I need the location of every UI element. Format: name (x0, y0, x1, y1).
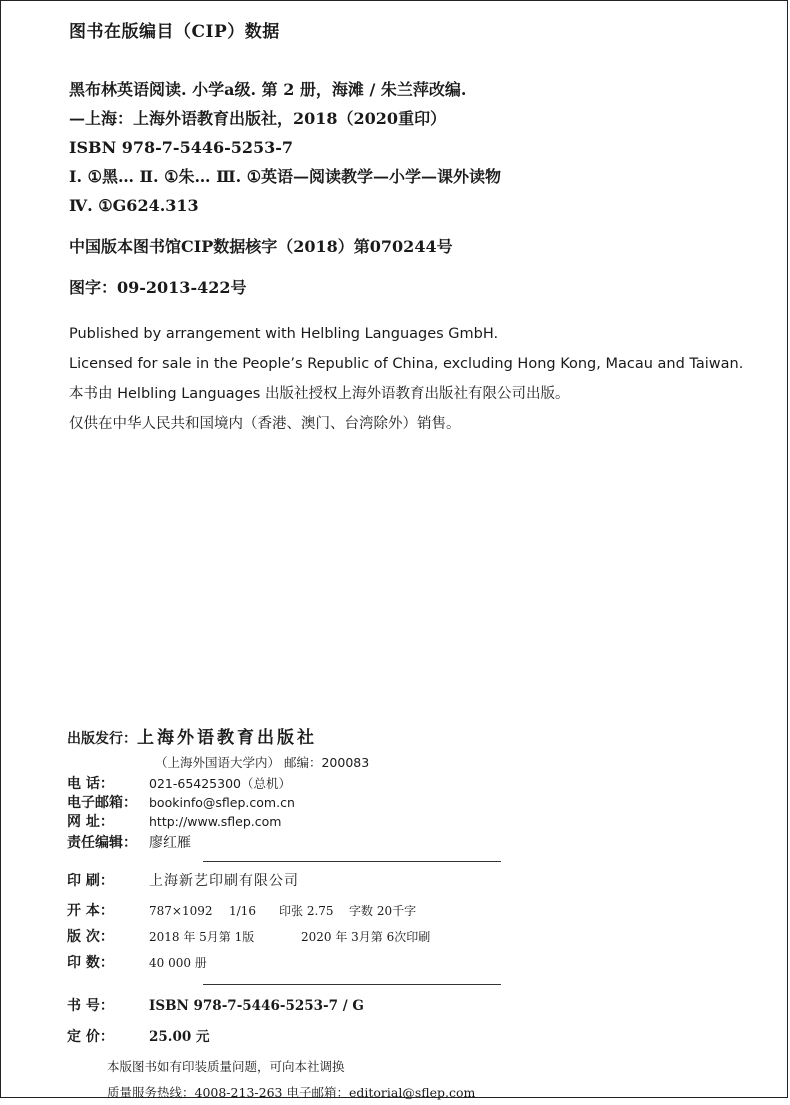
format-sheets: 印张 2.75 (279, 904, 334, 918)
quality-note: 本版图书如有印装质量问题，可向本社调换 (107, 1059, 345, 1074)
format-fold: 1/16 (229, 904, 256, 918)
imprint-block (67, 723, 527, 1105)
email-value: bookinfo@sflep.com.cn (149, 795, 295, 810)
cip-contract-line: 图字：09-2013-422号 (69, 278, 247, 297)
editor-label: 责任编辑： (67, 835, 137, 851)
cip-block (69, 19, 769, 439)
imprint-printer-row (67, 870, 527, 900)
imprint-divider-1 (203, 861, 501, 862)
imprint-book-no-row (67, 995, 527, 1025)
publisher-address: （上海外国语大学内） 邮编：200083 (155, 755, 370, 770)
imprint-price-row (67, 1025, 527, 1053)
cip-verify-line: 中国版本图书馆CIP数据核字（2018）第070244号 (69, 237, 453, 256)
website-value: http://www.sflep.com (149, 814, 282, 829)
edition-print: 2020 年 3月第 6次印刷 (301, 930, 431, 944)
book-no-value: ISBN 978-7-5446-5253-7 / G (149, 998, 364, 1014)
price-label: 定 价： (67, 1029, 114, 1045)
edition-first: 2018 年 5月第 1版 (149, 930, 255, 944)
imprint-format-row (67, 900, 527, 926)
phone-label: 电 话： (67, 776, 114, 792)
format-words: 字数 20千字 (349, 904, 417, 918)
book-no-label: 书 号： (67, 998, 114, 1014)
price-value: 25.00 元 (149, 1029, 210, 1045)
footer-notes (67, 1057, 527, 1105)
imprint-address-row (67, 753, 527, 773)
format-label: 开 本： (67, 903, 114, 919)
imprint-copies-row (67, 952, 527, 978)
cip-isbn-line: ISBN 978-7-5446-5253-7 (69, 138, 294, 157)
printer-value: 上海新艺印刷有限公司 (149, 873, 299, 889)
imprint-phone-row (67, 773, 527, 792)
quality-hotline: 质量服务热线：4008-213-263 电子邮箱：editorial@sflep.com (107, 1085, 476, 1100)
editor-value: 廖红雁 (149, 835, 191, 851)
note-sale-region: 仅供在中华人民共和国境内（香港、澳门、台湾除外）销售。 (69, 416, 461, 432)
email-label: 电子邮箱： (67, 795, 137, 811)
publisher-label: 出版发行： (67, 731, 137, 747)
cip-publisher-line: —上海：上海外语教育出版社，2018（2020重印） (69, 109, 447, 128)
imprint-divider-2 (203, 984, 501, 985)
publisher-name: 上海外语教育出版社 (137, 728, 317, 748)
note-arrangement: Published by arrangement with Helbling Languages GmbH. (69, 326, 499, 342)
printer-label: 印 刷： (67, 873, 114, 889)
publication-notes (69, 319, 769, 439)
note-license: Licensed for sale in the People’s Republic of China, excluding Hong Kong, Macau and Taiwan. (69, 356, 744, 372)
imprint-email-row (67, 792, 527, 811)
format-size: 787×1092 (149, 904, 213, 918)
copies-value: 40 000 册 (149, 956, 207, 970)
cip-title-line: 黑布林英语阅读. 小学a级. 第 2 册，海滩 / 朱兰萍改编. (69, 80, 467, 99)
website-label: 网 址： (67, 814, 114, 830)
imprint-editor-row (67, 832, 527, 859)
imprint-publisher-row (67, 723, 527, 753)
edition-label: 版 次： (67, 929, 114, 945)
imprint-edition-row (67, 926, 527, 952)
cip-subject-line: Ⅰ. ①黑… Ⅱ. ①朱… Ⅲ. ①英语—阅读教学—小学—课外读物 (69, 167, 502, 186)
cip-record (69, 76, 769, 302)
cip-class-line: Ⅳ. ①G624.313 (69, 196, 199, 215)
cip-heading: 图书在版编目（CIP）数据 (69, 22, 280, 42)
note-authorization: 本书由 Helbling Languages 出版社授权上海外语教育出版社有限公司出版。 (69, 386, 570, 402)
copies-label: 印 数： (67, 955, 114, 971)
phone-value: 021-65425300（总机） (149, 776, 291, 791)
imprint-website-row (67, 811, 527, 832)
